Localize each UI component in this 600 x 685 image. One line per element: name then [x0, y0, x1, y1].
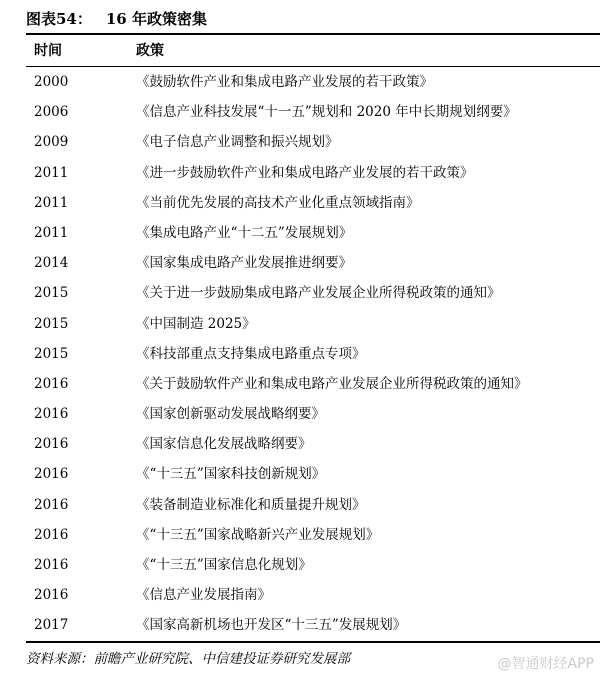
row-year: 2006 — [34, 104, 69, 121]
row-policy: 《关于鼓励软件产业和集成电路产业发展企业所得税政策的通知》 — [136, 375, 528, 392]
table-row — [26, 490, 600, 520]
row-policy: 《中国制造 2025》 — [136, 315, 256, 332]
row-policy: 《进一步鼓励软件产业和集成电路产业发展的若干政策》 — [136, 164, 474, 181]
row-policy: 《装备制造业标准化和质量提升规划》 — [136, 496, 366, 513]
row-policy: 《“十三五”国家科技创新规划》 — [136, 466, 326, 483]
row-year: 2011 — [34, 164, 69, 181]
table-row — [26, 459, 600, 489]
source-note: 资料来源：前瞻产业研究院、中信建投证券研究发展部 — [26, 651, 350, 667]
row-policy: 《国家创新驱动发展战略纲要》 — [136, 406, 325, 423]
row-policy: 《国家集成电路产业发展推进纲要》 — [136, 255, 352, 272]
table-row — [26, 278, 600, 308]
table-row — [26, 339, 600, 369]
row-year: 2009 — [34, 134, 69, 151]
table-row — [26, 158, 600, 188]
header-time: 时间 — [34, 43, 62, 59]
table-row — [26, 399, 600, 429]
table-row — [26, 127, 600, 157]
row-year: 2016 — [34, 526, 69, 543]
table-header — [26, 37, 600, 65]
row-year: 2017 — [34, 617, 69, 634]
row-year: 2015 — [34, 345, 69, 362]
row-policy: 《国家高新机场也开发区“十三五”发展规划》 — [136, 617, 407, 634]
figure-title-text: 16 年政策密集 — [105, 10, 207, 28]
table-row — [26, 248, 600, 278]
row-policy: 《鼓励软件产业和集成电路产业发展的若干政策》 — [136, 74, 433, 90]
table-bottom-rule — [26, 641, 600, 643]
header-policy: 政策 — [136, 43, 164, 59]
row-policy: 《科技部重点支持集成电路重点专项》 — [136, 345, 366, 362]
table-top-rule — [26, 33, 600, 35]
row-year: 2000 — [34, 74, 69, 90]
table-row — [26, 520, 600, 550]
table-row — [26, 309, 600, 339]
figure-label: 图表54： — [26, 10, 92, 28]
table-row — [26, 218, 600, 248]
row-year: 2011 — [34, 194, 69, 211]
row-policy: 《信息产业科技发展“十一五”规划和 2020 年中长期规划纲要》 — [136, 104, 517, 121]
watermark: @智通财经APP — [497, 656, 594, 672]
row-year: 2016 — [34, 375, 69, 392]
row-year: 2016 — [34, 436, 69, 453]
row-policy: 《电子信息产业调整和振兴规划》 — [136, 134, 339, 151]
row-policy: 《“十三五”国家信息化规划》 — [136, 557, 312, 573]
row-year: 2015 — [34, 315, 69, 332]
table-row — [26, 580, 600, 610]
table-row — [26, 97, 600, 127]
row-year: 2016 — [34, 496, 69, 513]
row-year: 2016 — [34, 406, 69, 423]
row-year: 2016 — [34, 466, 69, 483]
row-policy: 《关于进一步鼓励集成电路产业发展企业所得税政策的通知》 — [136, 285, 501, 302]
table-row — [26, 550, 600, 580]
table-row — [26, 610, 600, 640]
table-row — [26, 188, 600, 218]
table-row — [26, 369, 600, 399]
row-year: 2015 — [34, 285, 69, 302]
table-row — [26, 429, 600, 459]
row-year: 2016 — [34, 557, 69, 573]
table-row — [26, 67, 600, 97]
row-policy: 《“十三五”国家战略新兴产业发展规划》 — [136, 526, 380, 543]
row-policy: 《集成电路产业“十二五”发展规划》 — [136, 224, 353, 241]
row-year: 2016 — [34, 587, 69, 604]
row-policy: 《国家信息化发展战略纲要》 — [136, 436, 312, 453]
figure-title — [26, 6, 207, 32]
row-policy: 《当前优先发展的高技术产业化重点领域指南》 — [136, 194, 420, 211]
table-body — [26, 67, 600, 641]
row-year: 2011 — [34, 224, 69, 241]
row-year: 2014 — [34, 255, 69, 272]
row-policy: 《信息产业发展指南》 — [136, 587, 271, 604]
